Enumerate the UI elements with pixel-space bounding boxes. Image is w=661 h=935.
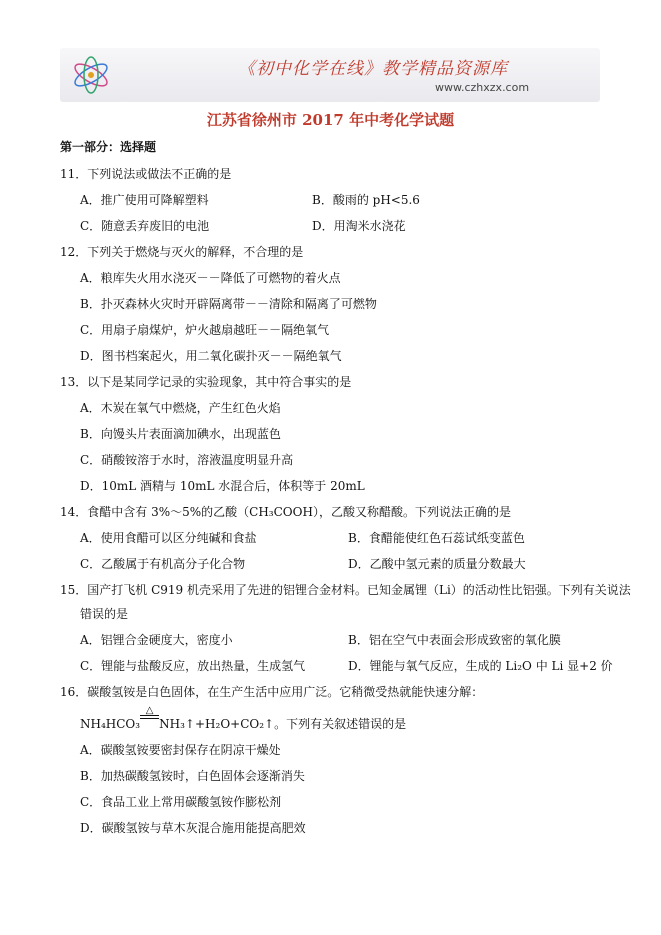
q12-option-a: A．粮库失火用水浇灭－－降低了可燃物的着火点 — [80, 271, 341, 285]
header-banner — [60, 48, 600, 102]
heat-triangle-icon: △ — [145, 705, 154, 716]
exam-title: 江苏省徐州市 2017 年中考化学试题 — [206, 111, 455, 129]
q12-option-d: D．图书档案起火，用二氧化碳扑灭－－隔绝氧气 — [80, 349, 342, 363]
q15-stem: 15．国产打飞机 C919 机壳采用了先进的铝锂合金材料。已知金属锂（Li）的活动性比铝强。下列有关说法 — [60, 583, 631, 597]
q11-stem: 11．下列说法或做法不正确的是 — [60, 167, 232, 181]
q16-option-a: A．碳酸氢铵要密封保存在阴凉干燥处 — [80, 743, 281, 757]
q12-option-b: B．扑灭森林火灾时开辟隔离带－－清除和隔离了可燃物 — [80, 297, 377, 311]
q13-option-d: D．10mL 酒精与 10mL 水混合后，体积等于 20mL — [80, 479, 365, 493]
q13-option-a: A．木炭在氧气中燃烧，产生红色火焰 — [80, 401, 281, 415]
q15-option-a: A．铝锂合金硬度大，密度小 — [80, 633, 233, 647]
banner-title: 《初中化学在线》教学精品资源库 — [238, 59, 508, 79]
q13-option-b: B．向馒头片表面滴加碘水，出现蓝色 — [80, 427, 281, 441]
equation-reactant: NH₄HCO₃ — [80, 717, 141, 731]
section-heading: 第一部分：选择题 — [60, 140, 157, 154]
q11-option-b: B．酸雨的 pH<5.6 — [312, 193, 420, 207]
q16-equation — [80, 705, 407, 731]
q14-option-d: D．乙酸中氢元素的质量分数最大 — [348, 557, 526, 571]
q16-option-b: B．加热碳酸氢铵时，白色固体会逐渐消失 — [80, 769, 305, 783]
q16-stem: 16．碳酸氢铵是白色固体，在生产生活中应用广泛。它稍微受热就能快速分解： — [60, 685, 484, 699]
q15-option-c: C．锂能与盐酸反应，放出热量，生成氢气 — [80, 659, 306, 673]
q15-stem-continued: 错误的是 — [80, 607, 129, 621]
q13-stem: 13．以下是某同学记录的实验现象，其中符合事实的是 — [60, 375, 352, 389]
q14-option-a: A．使用食醋可以区分纯碱和食盐 — [80, 531, 257, 545]
q15-option-b: B．铝在空气中表面会形成致密的氧化膜 — [348, 633, 561, 647]
q16-option-d: D．碳酸氢铵与草木灰混合施用能提高肥效 — [80, 821, 306, 835]
q11-option-d: D．用淘米水浇花 — [312, 219, 406, 233]
q11-option-c: C．随意丢弃废旧的电池 — [80, 219, 210, 233]
atom-logo-icon — [68, 52, 114, 98]
q14-stem: 14．食醋中含有 3%～5%的乙酸（CH₃COOH），乙酸又称醋酸。下列说法正确的是 — [60, 505, 511, 519]
q14-option-b: B．食醋能使红色石蕊试纸变蓝色 — [348, 531, 525, 545]
heat-equals-sign — [140, 705, 159, 731]
q16-option-c: C．食品工业上常用碳酸氢铵作膨松剂 — [80, 795, 282, 809]
q11-option-a: A．推广使用可降解塑料 — [80, 193, 209, 207]
q13-option-c: C．硝酸铵溶于水时，溶液温度明显升高 — [80, 453, 294, 467]
q15-option-d: D．锂能与氧气反应，生成的 Li₂O 中 Li 显+2 价 — [348, 659, 613, 673]
equation-products: NH₃↑+H₂O+CO₂↑。下列有关叙述错误的是 — [159, 717, 407, 731]
banner-url: www.czhxzx.com — [435, 81, 530, 94]
q12-option-c: C．用扇子扇煤炉，炉火越扇越旺－－隔绝氧气 — [80, 323, 330, 337]
q12-stem: 12．下列关于燃烧与灭火的解释，不合理的是 — [60, 245, 304, 259]
q14-option-c: C．乙酸属于有机高分子化合物 — [80, 557, 246, 571]
